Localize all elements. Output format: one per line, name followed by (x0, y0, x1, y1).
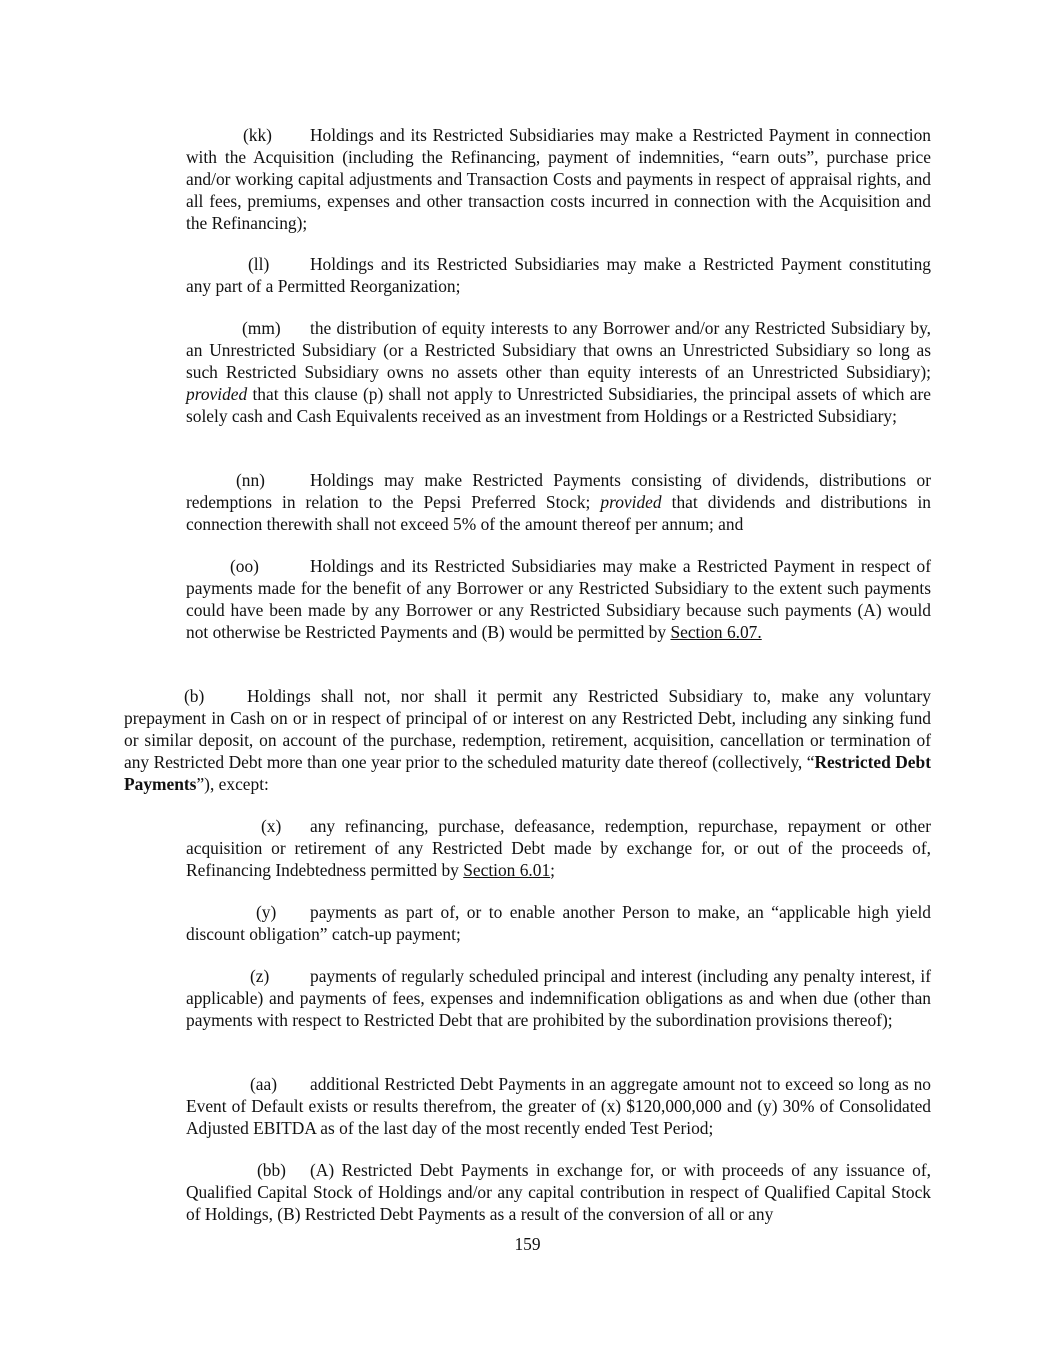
clause-label: (b) (184, 686, 205, 706)
clause-text: Holdings shall not, nor shall it permit any Restricted Subsidiary to, make any voluntary prepayment in Cash on or in respect of principal of or interest on any Restricted Debt, including any sinking fund or similar deposit, on account of the purchase, redemption, retirement, acquisition, cancellation or termination of any Restricted Debt more than one year prior to the scheduled maturity date thereof (collectively, “ (124, 686, 931, 772)
clause-text: Holdings may make Restricted Payments consisting of dividends, distributions or redemptions in relation to the Pepsi Preferred Stock; (186, 470, 931, 512)
clause-x (186, 816, 931, 882)
clause-text: Holdings and its Restricted Subsidiaries may make a Restricted Payment constituting any part of a Permitted Reorganization; (186, 254, 931, 296)
clause-text: Holdings and its Restricted Subsidiaries may make a Restricted Payment in connection with the Acquisition (including the Refinancing, payment of indemnities, “earn outs”, purchase price and/or working capital adjustments and Transaction Costs and payments in respect of appraisal rights, and all fees, premiums, expenses and other transaction costs incurred in connection with the Acquisition and the Refinancing); (186, 125, 931, 233)
clause-text-cont: that this clause (p) shall not apply to Unrestricted Subsidiaries, the principal assets of which are solely cash and Cash Equivalents received as an investment from Holdings or a Restricted Subsidiary; (186, 383, 931, 426)
clause-text: the distribution of equity interests to any Borrower and/or any Restricted Subsidiary by, an Unrestricted Subsidiary (or a Restricted Subsidiary that owns an Unrestricted Subsidiary so long as such Restricted Subsidiary owns no assets other than equity interests of an Unrestricted Subsidiary); (186, 318, 931, 382)
clause-text-cont: ”), except: (196, 773, 269, 794)
defined-term: Restricted Debt Payments (124, 751, 931, 794)
clause-label: (nn) (236, 470, 265, 490)
clause-aa (186, 1074, 931, 1140)
clause-text-cont: that dividends and distributions in connection therewith shall not exceed 5% of the amount thereof per annum; and (186, 491, 931, 534)
clause-label: (mm) (242, 318, 281, 338)
clause-text: any refinancing, purchase, defeasance, redemption, repurchase, repayment or other acquisition or retirement of any Restricted Debt made by exchange for, or out of the proceeds of, Refinancing Indebtedness permitted by (186, 816, 931, 880)
clause-label: (x) (261, 816, 282, 836)
clause-kk (186, 125, 931, 235)
clause-tail: ; (550, 859, 556, 880)
clause-label: (kk) (243, 125, 272, 145)
clause-z (186, 966, 931, 1032)
clause-label: (bb) (257, 1160, 286, 1180)
page-number: 159 (514, 1234, 541, 1254)
clause-nn (186, 470, 931, 536)
clause-text: additional Restricted Debt Payments in an aggregate amount not to exceed so long as no Event of Default exists or results therefrom, the greater of (x) $120,000,000 and (y) 30% of Consolidated Adjusted EBITDA as of the last day of the most recently ended Test Period; (186, 1074, 931, 1138)
clause-label: (aa) (250, 1074, 278, 1094)
provided-term: provided (186, 383, 248, 404)
clause-ll (186, 254, 931, 298)
clause-label: (ll) (248, 254, 270, 274)
clause-text: payments as part of, or to enable another Person to make, an “applicable high yield discount obligation” catch-up payment; (186, 902, 931, 944)
clause-mm (186, 318, 931, 428)
clause-text: Holdings and its Restricted Subsidiaries may make a Restricted Payment in respect of payments made for the benefit of any Borrower or any Restricted Subsidiary to the extent such payments could have been made by any Borrower or any Restricted Subsidiary because such payments (A) would not otherwise be Restricted Payments and (B) would be permitted by (186, 556, 931, 642)
provided-term: provided (600, 491, 662, 512)
clause-label: (oo) (230, 556, 259, 576)
clause-bb (186, 1160, 931, 1226)
clause-y (186, 902, 931, 946)
section-reference[interactable]: Section 6.07. (670, 621, 762, 642)
clause-label: (z) (250, 966, 270, 986)
clause-text: (A) Restricted Debt Payments in exchange for, or with proceeds of any issuance of, Qualified Capital Stock of Holdings and/or any capital contribution in respect of Qualified Capital Stock of Holdings, (B) Restricted Debt Payments as a result of the conversion of all or any (186, 1160, 931, 1224)
clause-b (124, 686, 931, 796)
clause-text: payments of regularly scheduled principal and interest (including any penalty interest, if applicable) and payments of fees, expenses and indemnification obligations as and when due (other than payments with respect to Restricted Debt that are prohibited by the subordination provisions thereof); (186, 966, 931, 1030)
clause-label: (y) (256, 902, 277, 922)
clause-oo (186, 556, 931, 644)
section-reference[interactable]: Section 6.01 (463, 859, 551, 880)
